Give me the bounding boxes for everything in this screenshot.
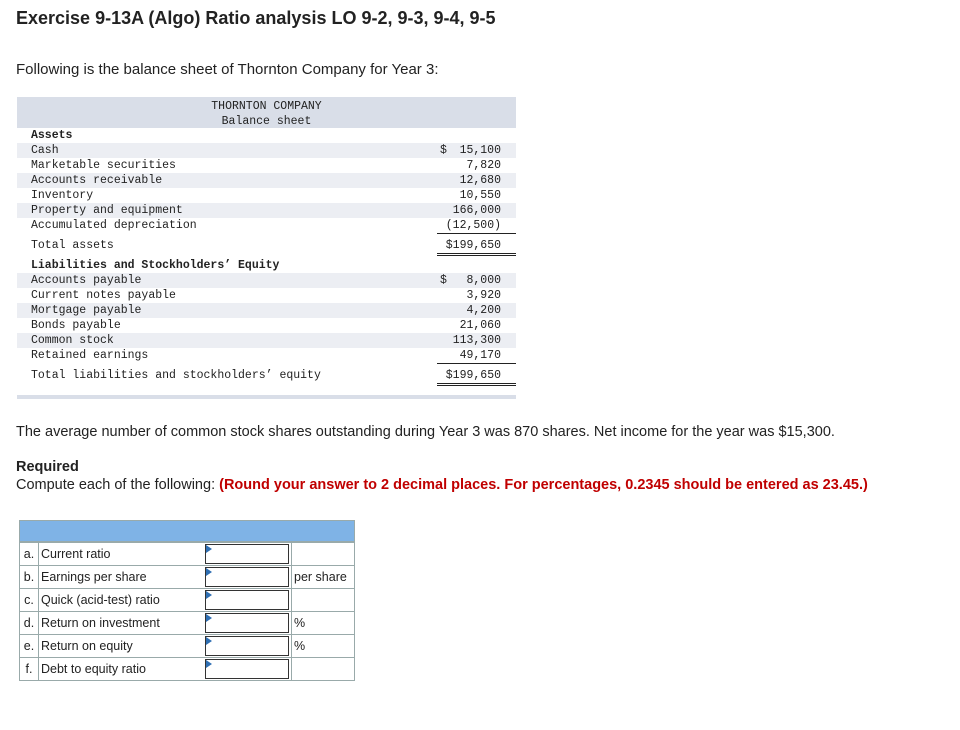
row-letter: a. bbox=[20, 543, 39, 565]
input-marker-icon bbox=[206, 614, 212, 622]
answer-input-quick-ratio[interactable] bbox=[205, 590, 289, 610]
liability-row bbox=[17, 318, 516, 333]
asset-row bbox=[17, 143, 516, 158]
required-heading: Required bbox=[16, 459, 79, 475]
row-letter: e. bbox=[20, 635, 39, 657]
liability-row bbox=[17, 273, 516, 288]
asset-value: 166,000 bbox=[452, 204, 501, 217]
rounding-note: (Round your answer to 2 decimal places. For percentages, 0.2345 should be entered as 23.45.) bbox=[219, 477, 868, 493]
input-marker-icon bbox=[206, 568, 212, 576]
currency-sign: $ bbox=[440, 274, 447, 287]
liability-value: 4,200 bbox=[466, 304, 501, 317]
asset-value: 7,820 bbox=[466, 159, 501, 172]
total-liabilities-value: $199,650 bbox=[445, 369, 501, 382]
double-underline bbox=[437, 385, 516, 386]
liability-label: Current notes payable bbox=[31, 289, 176, 302]
subtotal-line bbox=[437, 233, 516, 234]
row-unit: % bbox=[291, 635, 357, 657]
answer-row bbox=[19, 566, 355, 589]
double-underline bbox=[437, 253, 516, 254]
asset-label: Accumulated depreciation bbox=[31, 219, 197, 232]
input-marker-icon bbox=[206, 545, 212, 553]
liabilities-heading-row bbox=[17, 258, 516, 273]
currency-sign: $ bbox=[440, 144, 447, 157]
asset-row bbox=[17, 203, 516, 218]
row-unit bbox=[291, 543, 357, 565]
required-instructions bbox=[16, 477, 868, 493]
input-marker-icon bbox=[206, 660, 212, 668]
required-text: Compute each of the following: bbox=[16, 477, 220, 493]
asset-value: 15,100 bbox=[459, 144, 501, 157]
row-unit bbox=[291, 658, 357, 680]
asset-row bbox=[17, 188, 516, 203]
total-liabilities-row bbox=[17, 368, 516, 383]
liability-value: 49,170 bbox=[459, 349, 501, 362]
row-letter: d. bbox=[20, 612, 39, 634]
asset-value: 12,680 bbox=[459, 174, 501, 187]
double-underline bbox=[437, 255, 516, 256]
liability-value: 3,920 bbox=[466, 289, 501, 302]
double-underline bbox=[437, 383, 516, 384]
asset-row bbox=[17, 173, 516, 188]
row-letter: c. bbox=[20, 589, 39, 611]
row-label: Quick (acid-test) ratio bbox=[41, 593, 160, 607]
row-letter: b. bbox=[20, 566, 39, 588]
asset-row bbox=[17, 218, 516, 233]
problem-paragraph: The average number of common stock shares outstanding during Year 3 was 870 shares. Net income for the year was $15,300. bbox=[16, 424, 835, 440]
statement-name: Balance sheet bbox=[221, 115, 312, 128]
row-label: Debt to equity ratio bbox=[41, 662, 146, 676]
liability-label: Bonds payable bbox=[31, 319, 121, 332]
asset-label: Cash bbox=[31, 144, 59, 157]
liability-label: Retained earnings bbox=[31, 349, 149, 362]
answer-row bbox=[19, 658, 355, 681]
asset-row bbox=[17, 158, 516, 173]
liability-row bbox=[17, 288, 516, 303]
answer-input-debt-to-equity[interactable] bbox=[205, 659, 289, 679]
intro-text: Following is the balance sheet of Thornton Company for Year 3: bbox=[16, 61, 439, 78]
row-unit bbox=[291, 589, 357, 611]
company-name: THORNTON COMPANY bbox=[211, 100, 322, 113]
row-letter: f. bbox=[20, 658, 39, 680]
row-label: Current ratio bbox=[41, 547, 111, 561]
liability-row bbox=[17, 348, 516, 363]
balance-sheet bbox=[17, 97, 516, 400]
answer-input-current-ratio[interactable] bbox=[205, 544, 289, 564]
exercise-title: Exercise 9-13A (Algo) Ratio analysis LO 9-2, 9-3, 9-4, 9-5 bbox=[16, 8, 496, 28]
row-label: Return on equity bbox=[41, 639, 133, 653]
liability-row bbox=[17, 303, 516, 318]
input-marker-icon bbox=[206, 637, 212, 645]
input-marker-icon bbox=[206, 591, 212, 599]
total-assets-value: $199,650 bbox=[445, 239, 501, 252]
row-unit: per share bbox=[291, 566, 357, 588]
row-label: Earnings per share bbox=[41, 570, 147, 584]
asset-label: Marketable securities bbox=[31, 159, 176, 172]
liability-value: 21,060 bbox=[459, 319, 501, 332]
row-label: Return on investment bbox=[41, 616, 160, 630]
row-unit: % bbox=[291, 612, 357, 634]
liability-label: Mortgage payable bbox=[31, 304, 142, 317]
total-assets-label: Total assets bbox=[31, 239, 114, 252]
answer-table bbox=[19, 520, 355, 682]
asset-label: Inventory bbox=[31, 189, 94, 202]
assets-heading: Assets bbox=[31, 129, 73, 142]
liabilities-heading: Liabilities and Stockholders’ Equity bbox=[31, 259, 280, 272]
total-liabilities-label: Total liabilities and stockholders’ equity bbox=[31, 369, 321, 382]
asset-value: (12,500) bbox=[445, 219, 501, 232]
liability-label: Common stock bbox=[31, 334, 114, 347]
liability-row bbox=[17, 333, 516, 348]
answer-input-roi[interactable] bbox=[205, 613, 289, 633]
liability-value: 8,000 bbox=[466, 274, 501, 287]
balance-sheet-footer-bar bbox=[17, 395, 516, 399]
answer-row bbox=[19, 635, 355, 658]
liability-value: 113,300 bbox=[452, 334, 501, 347]
answer-row bbox=[19, 589, 355, 612]
answer-table-header bbox=[19, 520, 355, 542]
asset-value: 10,550 bbox=[459, 189, 501, 202]
total-assets-row bbox=[17, 238, 516, 253]
asset-label: Property and equipment bbox=[31, 204, 183, 217]
assets-heading-row bbox=[17, 128, 516, 143]
answer-input-eps[interactable] bbox=[205, 567, 289, 587]
answer-row bbox=[19, 542, 355, 566]
answer-row bbox=[19, 612, 355, 635]
answer-input-roe[interactable] bbox=[205, 636, 289, 656]
asset-label: Accounts receivable bbox=[31, 174, 163, 187]
liability-label: Accounts payable bbox=[31, 274, 142, 287]
subtotal-line bbox=[437, 363, 516, 364]
